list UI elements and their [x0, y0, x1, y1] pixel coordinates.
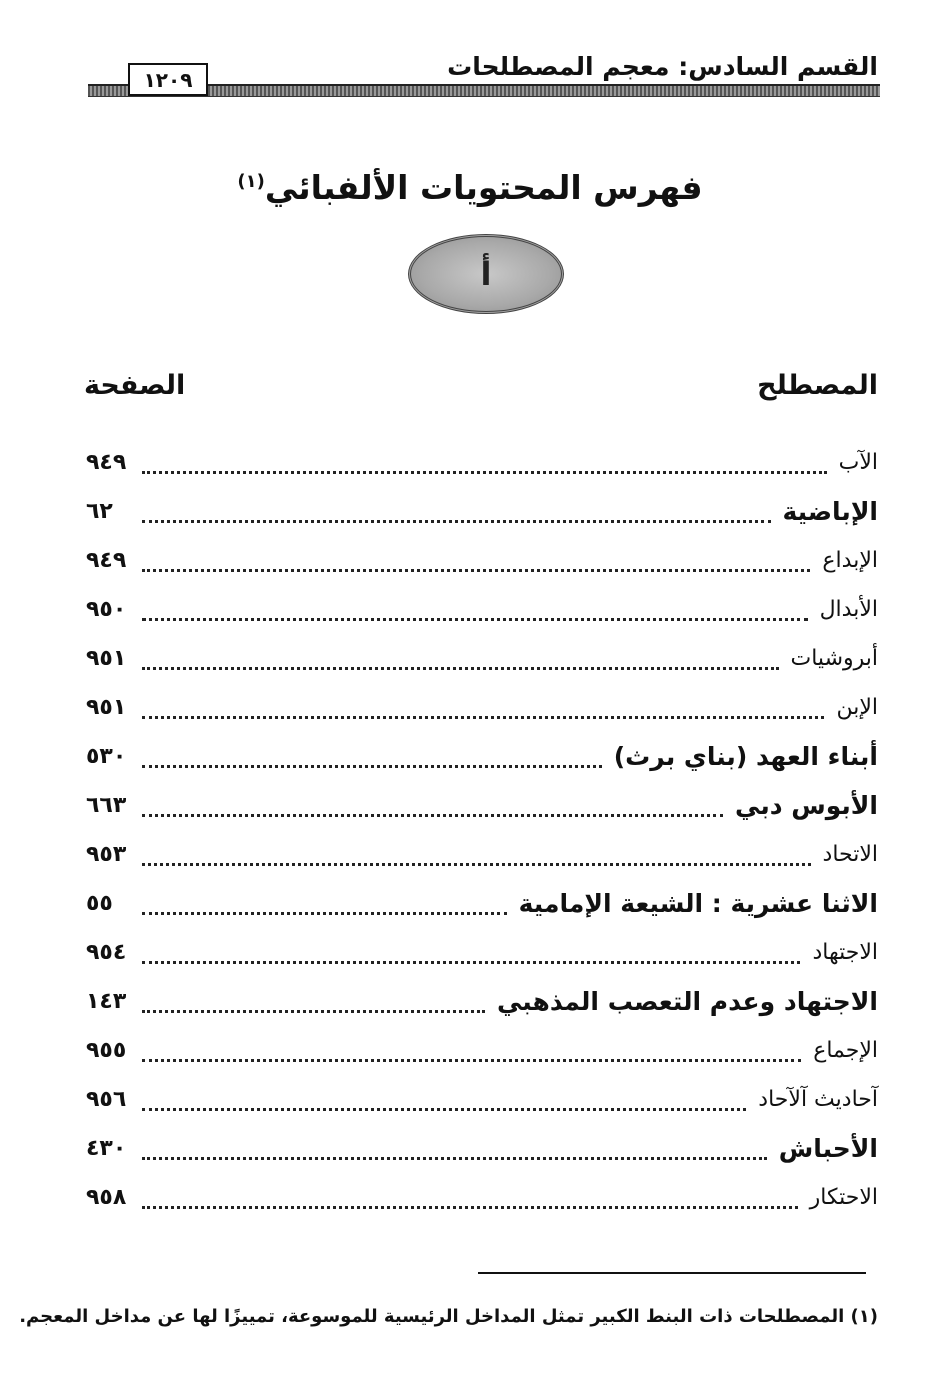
index-title [0, 168, 940, 207]
entry-page-number: ٩٥١ [86, 646, 127, 671]
index-entry [86, 781, 878, 830]
term-column-heading: المصطلح [757, 370, 878, 401]
entry-page-number: ٦٢ [86, 499, 113, 524]
entry-term: الاحتكار [809, 1185, 878, 1210]
index-title-text: فهرس المحتويات الألفبائي [264, 168, 703, 207]
footnote-divider [478, 1272, 866, 1274]
entry-term: الاجتهاد [812, 940, 878, 965]
entry-term: أبناء العهد (بناي برث) [613, 742, 878, 771]
dot-leader [142, 745, 602, 768]
index-entry [86, 928, 878, 977]
entry-term: الاجتهاد وعدم التعصب المذهبي [497, 987, 878, 1016]
dot-leader [142, 941, 800, 964]
dot-leader [142, 990, 485, 1013]
entry-term: الاثنا عشرية : الشيعة الإمامية [518, 889, 878, 918]
dot-leader [142, 843, 811, 866]
index-entry [86, 732, 878, 781]
entry-term: الإبداع [822, 548, 878, 573]
index-entry [86, 1026, 878, 1075]
entry-page-number: ٩٥٨ [86, 1185, 127, 1210]
dot-leader [142, 549, 810, 572]
index-entry [86, 830, 878, 879]
index-entry [86, 1173, 878, 1222]
index-entry [86, 438, 878, 487]
index-entries-list [86, 438, 878, 1222]
letter-badge: أ [408, 234, 564, 314]
index-entry [86, 1075, 878, 1124]
dot-leader [142, 647, 779, 670]
dot-leader [142, 1186, 798, 1209]
title-footnote-mark: (١) [237, 171, 265, 192]
entry-page-number: ٩٤٩ [86, 548, 127, 573]
entry-page-number: ٩٥٦ [86, 1087, 127, 1112]
entry-term: الآب [838, 450, 878, 475]
entry-page-number: ٩٥٠ [86, 597, 127, 622]
index-entry [86, 1124, 878, 1173]
index-entry [86, 977, 878, 1026]
dot-leader [142, 1039, 801, 1062]
index-entry [86, 585, 878, 634]
dot-leader [142, 500, 771, 523]
index-entry [86, 634, 878, 683]
entry-term: الأحباش [778, 1134, 878, 1163]
index-entry [86, 879, 878, 928]
section-title: القسم السادس: معجم المصطلحات [447, 52, 878, 81]
entry-term: أبروشيات [790, 646, 878, 671]
entry-page-number: ٩٤٩ [86, 450, 127, 475]
entry-term: الإباضية [782, 497, 878, 526]
page-number: ١٢٠٩ [128, 63, 208, 96]
entry-term: الاتحاد [822, 842, 878, 867]
index-entry [86, 683, 878, 732]
entry-term: الأبوس دبي [735, 791, 878, 820]
entry-page-number: ٥٥ [86, 891, 113, 916]
dot-leader [142, 794, 723, 817]
entry-term: آحاديث آلآحاد [758, 1087, 878, 1112]
entry-page-number: ٩٥١ [86, 695, 127, 720]
index-entry [86, 487, 878, 536]
entry-page-number: ٩٥٣ [86, 842, 127, 867]
entry-page-number: ٦٦٣ [86, 793, 127, 818]
dot-leader [142, 892, 507, 915]
dot-leader [142, 598, 808, 621]
dot-leader [142, 451, 827, 474]
entry-page-number: ٩٥٥ [86, 1038, 127, 1063]
dot-leader [142, 1088, 746, 1111]
index-entry [86, 536, 878, 585]
dot-leader [142, 1137, 767, 1160]
entry-term: الأبدال [819, 597, 878, 622]
entry-page-number: ٤٣٠ [86, 1136, 127, 1161]
footnote: (١) المصطلحات ذات البنط الكبير تمثل المداخل الرئيسية للموسوعة، تمييزًا لها عن مداخل المعجم. [19, 1306, 878, 1327]
dot-leader [142, 696, 824, 719]
entry-page-number: ٩٥٤ [86, 940, 127, 965]
entry-page-number: ٥٣٠ [86, 744, 127, 769]
entry-page-number: ١٤٣ [86, 989, 127, 1014]
page-column-heading: الصفحة [84, 370, 186, 401]
entry-term: الإجماع [813, 1038, 878, 1063]
entry-term: الإبن [836, 695, 878, 720]
